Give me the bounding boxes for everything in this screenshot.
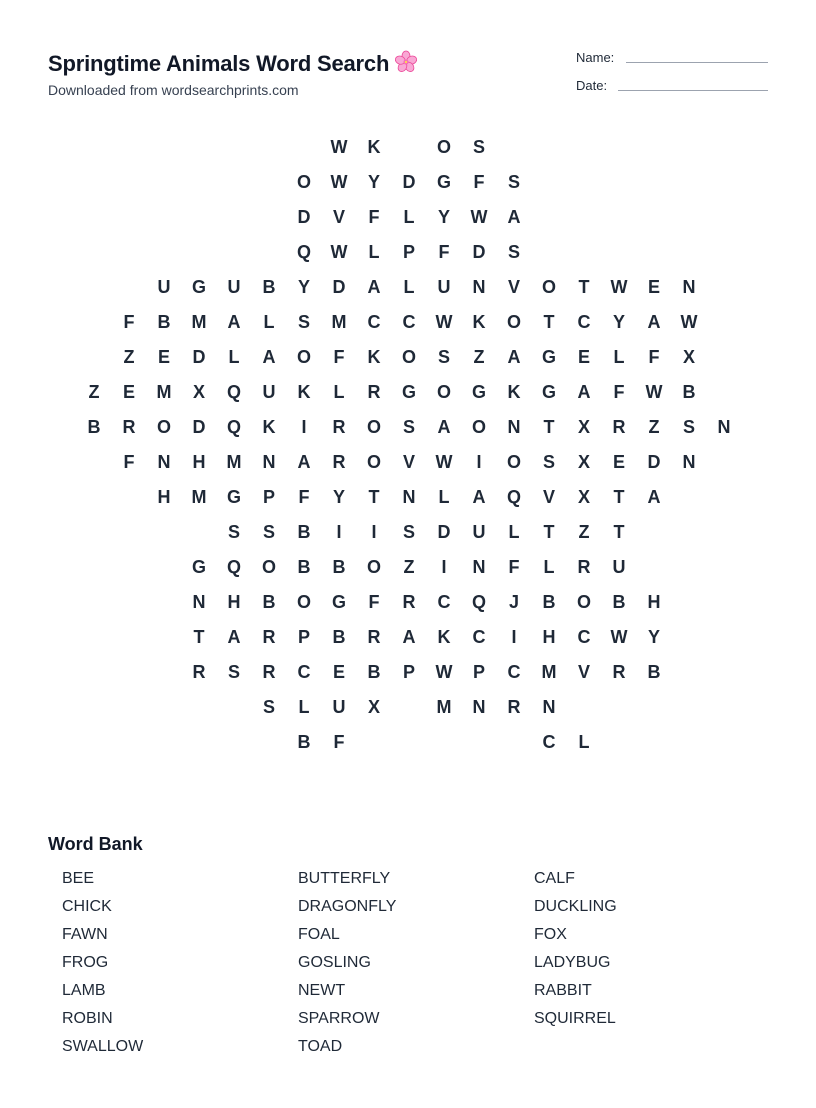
grid-letter[interactable]: E	[577, 347, 590, 367]
grid-letter[interactable]: G	[331, 592, 346, 612]
grid-letter[interactable]: B	[332, 557, 346, 577]
grid-letter[interactable]: N	[682, 452, 696, 472]
grid-letter[interactable]: Y	[297, 277, 310, 297]
grid-letter[interactable]: F	[368, 207, 380, 227]
grid-letter[interactable]: D	[402, 172, 416, 192]
grid-letter[interactable]: O	[541, 277, 556, 297]
grid-letter[interactable]: O	[261, 557, 276, 577]
grid-letter[interactable]: Q	[296, 242, 311, 262]
grid-letter[interactable]: A	[507, 347, 521, 367]
grid-letter[interactable]: O	[436, 137, 451, 157]
word-bank-item: TOAD	[298, 1038, 343, 1055]
grid-letter[interactable]: Z	[578, 522, 590, 542]
grid-letter[interactable]: C	[507, 662, 521, 682]
grid-letter[interactable]: B	[262, 592, 276, 612]
grid-letter[interactable]: A	[647, 487, 661, 507]
grid-letter[interactable]: F	[438, 242, 450, 262]
grid-letter[interactable]: Z	[473, 347, 485, 367]
grid-letter[interactable]: G	[541, 382, 556, 402]
grid-letter[interactable]: B	[297, 732, 311, 752]
grid-letter[interactable]: M	[156, 382, 172, 402]
grid-letter[interactable]: H	[227, 592, 241, 612]
grid-letter[interactable]: B	[542, 592, 556, 612]
grid-letter[interactable]: D	[332, 277, 346, 297]
name-label: Name:	[576, 50, 615, 65]
grid-letter[interactable]: W	[470, 207, 488, 227]
grid-letter[interactable]: K	[507, 382, 521, 402]
grid-letter[interactable]: T	[543, 417, 555, 437]
grid-letter[interactable]: S	[402, 522, 415, 542]
grid-letter[interactable]: W	[435, 312, 453, 332]
grid-letter[interactable]: C	[367, 312, 381, 332]
grid-letter[interactable]: N	[542, 697, 556, 717]
grid-letter[interactable]: E	[647, 277, 660, 297]
grid-letter[interactable]: Y	[647, 627, 660, 647]
grid-letter[interactable]: F	[123, 452, 135, 472]
grid-letter[interactable]: S	[542, 452, 555, 472]
grid-letter[interactable]: C	[297, 662, 311, 682]
grid-letter[interactable]: T	[193, 627, 205, 647]
grid-letter[interactable]: I	[336, 522, 342, 542]
grid-letter[interactable]: B	[262, 277, 276, 297]
grid-letter[interactable]: N	[472, 277, 486, 297]
grid-letter[interactable]: Z	[403, 557, 415, 577]
grid-letter[interactable]: S	[297, 312, 310, 332]
grid-letter[interactable]: W	[610, 277, 628, 297]
grid-letter[interactable]: M	[191, 487, 207, 507]
grid-letter[interactable]: W	[610, 627, 628, 647]
grid-letter[interactable]: E	[612, 452, 625, 472]
grid-letter[interactable]: A	[297, 452, 311, 472]
grid-letter[interactable]: G	[191, 277, 206, 297]
grid-letter[interactable]: U	[437, 277, 451, 297]
grid-letter[interactable]: Q	[471, 592, 486, 612]
grid-letter[interactable]: X	[577, 487, 590, 507]
grid-letter[interactable]: O	[506, 452, 521, 472]
grid-letter[interactable]: F	[333, 347, 345, 367]
word-bank-item: FOAL	[298, 926, 340, 943]
grid-letter[interactable]: Y	[612, 312, 625, 332]
source-subtitle: Downloaded from wordsearchprints.com	[48, 82, 299, 98]
grid-letter[interactable]: D	[192, 347, 206, 367]
grid-letter[interactable]: L	[333, 382, 345, 402]
grid-letter[interactable]: A	[262, 347, 276, 367]
grid-letter[interactable]: V	[332, 207, 345, 227]
grid-letter[interactable]: F	[613, 382, 625, 402]
word-bank-item: SWALLOW	[62, 1038, 144, 1055]
word-bank-item: SQUIRREL	[534, 1010, 616, 1027]
grid-letter[interactable]: T	[578, 277, 590, 297]
grid-letter[interactable]: R	[402, 592, 416, 612]
grid-letter[interactable]: H	[542, 627, 556, 647]
grid-letter[interactable]: T	[543, 522, 555, 542]
grid-letter[interactable]: D	[437, 522, 451, 542]
grid-letter[interactable]: K	[262, 417, 276, 437]
grid-letter[interactable]: A	[227, 312, 241, 332]
grid-letter[interactable]: R	[262, 627, 276, 647]
word-bank-item: FROG	[62, 954, 109, 971]
grid-letter[interactable]: X	[367, 697, 380, 717]
grid-letter[interactable]: R	[612, 662, 626, 682]
grid-letter[interactable]: S	[682, 417, 695, 437]
grid-letter[interactable]: Q	[226, 557, 241, 577]
grid-letter[interactable]: H	[157, 487, 171, 507]
grid-letter[interactable]: A	[472, 487, 486, 507]
grid-letter[interactable]: P	[262, 487, 275, 507]
grid-letter[interactable]: M	[191, 312, 207, 332]
word-bank-item: LAMB	[62, 982, 106, 999]
grid-letter[interactable]: W	[435, 452, 453, 472]
grid-letter[interactable]: V	[542, 487, 555, 507]
grid-letter[interactable]: S	[507, 242, 520, 262]
word-bank-item: SPARROW	[298, 1010, 380, 1027]
grid-letter[interactable]: H	[192, 452, 206, 472]
grid-letter[interactable]: R	[332, 452, 346, 472]
grid-letter[interactable]: L	[263, 312, 275, 332]
grid-letter[interactable]: S	[437, 347, 450, 367]
grid-letter[interactable]: B	[332, 627, 346, 647]
grid-letter[interactable]: O	[296, 172, 311, 192]
word-bank-item: LADYBUG	[534, 954, 611, 971]
grid-letter[interactable]: R	[262, 662, 276, 682]
grid-letter[interactable]: A	[577, 382, 591, 402]
grid-letter[interactable]: C	[577, 627, 591, 647]
grid-letter[interactable]: P	[402, 662, 415, 682]
grid-letter[interactable]: O	[436, 382, 451, 402]
grid-letter[interactable]: S	[507, 172, 520, 192]
word-bank-item: BEE	[62, 870, 95, 887]
grid-letter[interactable]: X	[577, 452, 590, 472]
grid-letter[interactable]: G	[401, 382, 416, 402]
word-bank-item: DUCKLING	[534, 898, 617, 915]
grid-letter[interactable]: L	[403, 277, 415, 297]
grid-letter[interactable]: W	[435, 662, 453, 682]
grid-letter[interactable]: L	[228, 347, 240, 367]
grid-letter[interactable]: F	[473, 172, 485, 192]
grid-letter[interactable]: U	[227, 277, 241, 297]
grid-letter[interactable]: G	[541, 347, 556, 367]
grid-letter[interactable]: J	[508, 592, 519, 612]
grid-letter[interactable]: R	[367, 627, 381, 647]
grid-letter[interactable]: O	[366, 557, 381, 577]
grid-letter[interactable]: N	[192, 592, 206, 612]
grid-letter[interactable]: V	[402, 452, 415, 472]
grid-letter[interactable]: K	[367, 347, 381, 367]
grid-letter[interactable]: O	[296, 592, 311, 612]
grid-letter[interactable]: R	[122, 417, 136, 437]
grid-letter[interactable]: R	[367, 382, 381, 402]
grid-letter[interactable]: S	[262, 522, 275, 542]
grid-letter[interactable]: T	[543, 312, 555, 332]
grid-letter[interactable]: V	[577, 662, 590, 682]
grid-letter[interactable]: W	[680, 312, 698, 332]
grid-letter[interactable]: R	[612, 417, 626, 437]
grid-letter[interactable]: U	[262, 382, 276, 402]
grid-letter[interactable]: F	[123, 312, 135, 332]
grid-letter[interactable]: B	[87, 417, 101, 437]
grid-letter[interactable]: O	[156, 417, 171, 437]
grid-letter[interactable]: R	[507, 697, 521, 717]
grid-letter[interactable]: O	[576, 592, 591, 612]
grid-letter[interactable]: K	[297, 382, 311, 402]
grid-letter[interactable]: S	[402, 417, 415, 437]
grid-letter[interactable]: L	[613, 347, 625, 367]
grid-letter[interactable]: B	[297, 557, 311, 577]
grid-letter[interactable]: G	[191, 557, 206, 577]
grid-letter[interactable]: X	[682, 347, 695, 367]
page-title-text: Springtime Animals Word Search	[48, 51, 390, 76]
grid-letter[interactable]: C	[437, 592, 451, 612]
grid-letter[interactable]: N	[507, 417, 521, 437]
grid-letter[interactable]: O	[401, 347, 416, 367]
word-bank-title: Word Bank	[48, 834, 143, 854]
grid-letter[interactable]: U	[332, 697, 346, 717]
word-bank-item: NEWT	[298, 982, 346, 999]
date-label: Date:	[576, 78, 608, 93]
grid-letter[interactable]: C	[402, 312, 416, 332]
word-bank-item: ROBIN	[62, 1010, 113, 1027]
grid-letter[interactable]: I	[371, 522, 377, 542]
grid-letter[interactable]: M	[226, 452, 242, 472]
grid-letter[interactable]: F	[333, 732, 345, 752]
grid-letter[interactable]: L	[578, 732, 590, 752]
grid-letter[interactable]: C	[542, 732, 556, 752]
grid-letter[interactable]: K	[437, 627, 451, 647]
grid-letter[interactable]: D	[192, 417, 206, 437]
grid-letter[interactable]: A	[402, 627, 416, 647]
grid-letter[interactable]: E	[122, 382, 135, 402]
grid-letter[interactable]: D	[647, 452, 661, 472]
grid-letter[interactable]: W	[330, 172, 348, 192]
grid-letter[interactable]: U	[612, 557, 626, 577]
grid-letter[interactable]: F	[368, 592, 380, 612]
grid-letter[interactable]: G	[436, 172, 451, 192]
grid-letter[interactable]: N	[472, 697, 486, 717]
grid-letter[interactable]: B	[647, 662, 661, 682]
grid-letter[interactable]: L	[368, 242, 380, 262]
grid-letter[interactable]: O	[296, 347, 311, 367]
grid-letter[interactable]: I	[301, 417, 307, 437]
grid-letter[interactable]: L	[508, 522, 520, 542]
grid-letter[interactable]: O	[366, 417, 381, 437]
grid-letter[interactable]: F	[298, 487, 310, 507]
grid-letter[interactable]: N	[262, 452, 276, 472]
grid-letter[interactable]: A	[647, 312, 661, 332]
grid-letter[interactable]: V	[507, 277, 520, 297]
grid-letter[interactable]: U	[157, 277, 171, 297]
grid-letter[interactable]: P	[472, 662, 485, 682]
grid-letter[interactable]: R	[192, 662, 206, 682]
grid-letter[interactable]: Y	[437, 207, 450, 227]
grid-letter[interactable]: A	[367, 277, 381, 297]
grid-letter[interactable]: Z	[648, 417, 660, 437]
grid-letter[interactable]: P	[402, 242, 415, 262]
grid-letter[interactable]: D	[472, 242, 486, 262]
word-bank-item: FAWN	[62, 926, 108, 943]
grid-letter[interactable]: G	[226, 487, 241, 507]
grid-letter[interactable]: W	[645, 382, 663, 402]
grid-letter[interactable]: W	[330, 137, 348, 157]
grid-letter[interactable]: L	[298, 697, 310, 717]
grid-letter[interactable]: S	[262, 697, 275, 717]
grid-letter[interactable]: A	[227, 627, 241, 647]
grid-letter[interactable]: S	[472, 137, 485, 157]
grid-letter[interactable]: M	[436, 697, 452, 717]
grid-letter[interactable]: X	[577, 417, 590, 437]
grid-letter[interactable]: Q	[226, 382, 241, 402]
grid-letter[interactable]: E	[157, 347, 170, 367]
grid-letter[interactable]: Q	[226, 417, 241, 437]
grid-letter[interactable]: O	[506, 312, 521, 332]
grid-letter[interactable]: L	[403, 207, 415, 227]
grid-letter[interactable]: F	[648, 347, 660, 367]
grid-letter[interactable]: Y	[367, 172, 380, 192]
grid-letter[interactable]: Q	[506, 487, 521, 507]
grid-letter[interactable]: R	[577, 557, 591, 577]
grid-letter[interactable]: B	[682, 382, 696, 402]
grid-letter[interactable]: Z	[123, 347, 135, 367]
grid-letter[interactable]: H	[647, 592, 661, 612]
grid-letter[interactable]: B	[297, 522, 311, 542]
grid-letter[interactable]: K	[472, 312, 486, 332]
grid-letter[interactable]: B	[612, 592, 626, 612]
word-bank-item: CALF	[534, 870, 575, 887]
word-bank-item: FOX	[534, 926, 567, 943]
grid-letter[interactable]: A	[437, 417, 451, 437]
grid-letter[interactable]: U	[472, 522, 486, 542]
grid-letter[interactable]: A	[507, 207, 521, 227]
grid-letter[interactable]: S	[227, 522, 240, 542]
grid-letter[interactable]: P	[297, 627, 310, 647]
grid-letter[interactable]: N	[682, 277, 696, 297]
word-bank-item: DRAGONFLY	[298, 898, 397, 915]
grid-letter[interactable]: O	[366, 452, 381, 472]
grid-letter[interactable]: N	[402, 487, 416, 507]
word-bank-item: CHICK	[62, 898, 112, 915]
grid-letter[interactable]: D	[297, 207, 311, 227]
grid-letter[interactable]: X	[192, 382, 205, 402]
grid-letter[interactable]: I	[511, 627, 517, 647]
grid-letter[interactable]: I	[441, 557, 447, 577]
grid-letter[interactable]: T	[613, 487, 625, 507]
grid-letter[interactable]: T	[613, 522, 625, 542]
grid-letter[interactable]: Y	[332, 487, 345, 507]
grid-letter[interactable]: L	[438, 487, 450, 507]
grid-letter[interactable]: W	[330, 242, 348, 262]
grid-letter[interactable]: R	[332, 417, 346, 437]
word-bank-item: BUTTERFLY	[298, 870, 391, 887]
grid-letter[interactable]: E	[332, 662, 345, 682]
grid-letter[interactable]: M	[331, 312, 347, 332]
grid-letter[interactable]: I	[476, 452, 482, 472]
grid-letter[interactable]: T	[368, 487, 380, 507]
grid-letter[interactable]: L	[543, 557, 555, 577]
word-bank-item: GOSLING	[298, 954, 371, 971]
grid-letter[interactable]: N	[717, 417, 731, 437]
word-bank-item: RABBIT	[534, 982, 592, 999]
grid-letter[interactable]: Z	[88, 382, 100, 402]
grid-letter[interactable]: B	[367, 662, 381, 682]
grid-letter[interactable]: C	[577, 312, 591, 332]
grid-letter[interactable]: B	[157, 312, 171, 332]
grid-letter[interactable]: F	[508, 557, 520, 577]
grid-letter[interactable]: G	[471, 382, 486, 402]
grid-letter[interactable]: N	[472, 557, 486, 577]
grid-letter[interactable]: O	[471, 417, 486, 437]
grid-letter[interactable]: M	[541, 662, 557, 682]
grid-letter[interactable]: K	[367, 137, 381, 157]
grid-letter[interactable]: N	[157, 452, 171, 472]
grid-letter[interactable]: C	[472, 627, 486, 647]
grid-letter[interactable]: S	[227, 662, 240, 682]
